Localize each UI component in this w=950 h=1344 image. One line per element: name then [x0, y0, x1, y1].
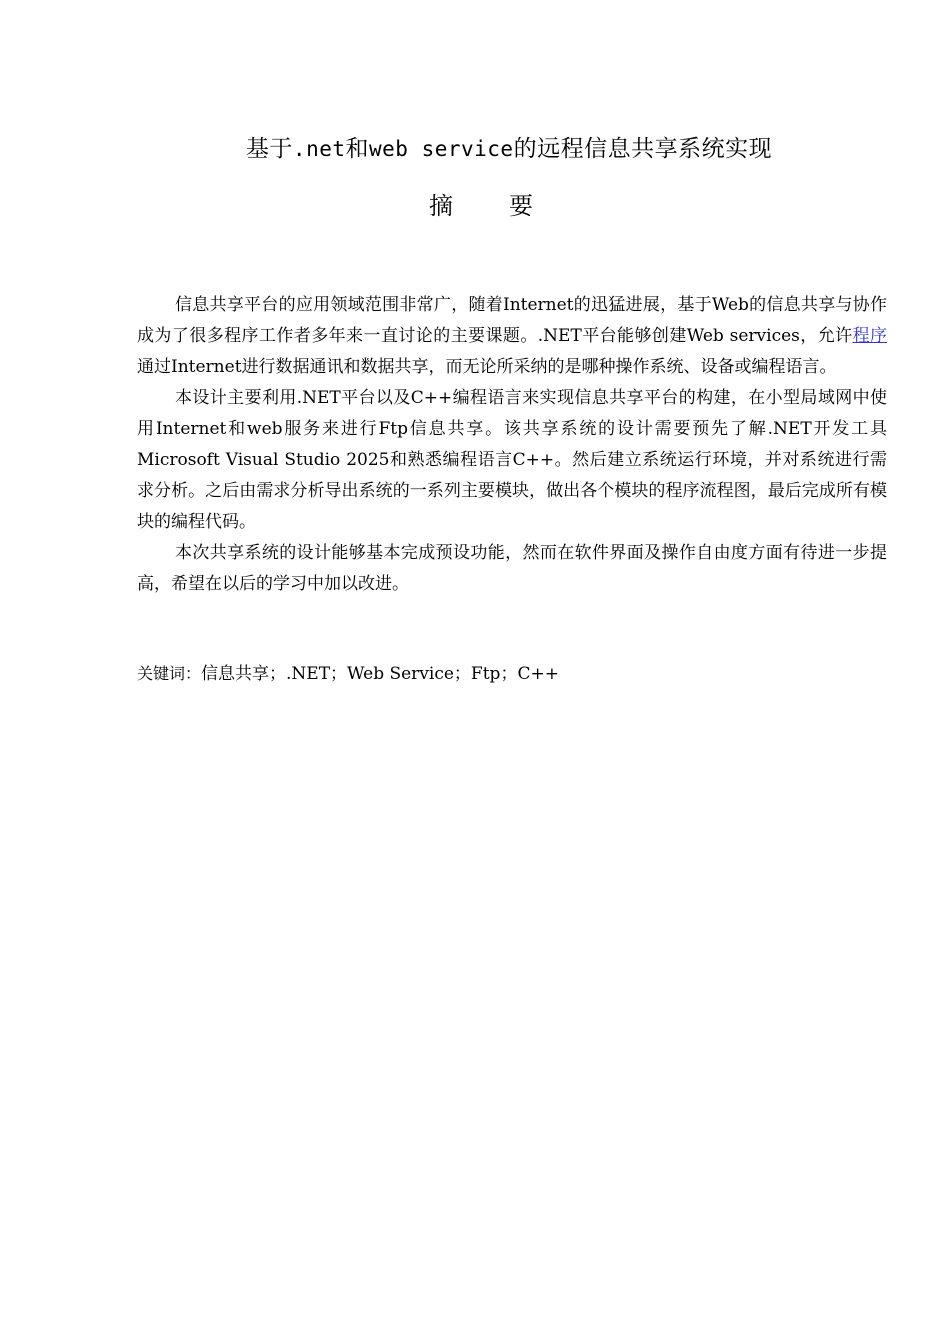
title-part-4: web service [369, 137, 514, 161]
title-part-3: 和 [345, 136, 369, 162]
title-part-5: 的远程信息共享系统实现 [513, 136, 773, 162]
title-part-1: 基于 [245, 136, 293, 162]
keywords-line [137, 658, 887, 690]
keywords-text: 信息共享；.NET；Web Service；Ftp；C++ [201, 664, 559, 684]
document-title [0, 132, 950, 166]
abstract-paragraph-1 [137, 290, 887, 383]
abstract-body [137, 290, 887, 600]
keywords-label: 关键词： [137, 664, 202, 683]
abstract-paragraph-2: 本设计主要利用.NET平台以及C++编程语言来实现信息共享平台的构建，在小型局域网中使用Internet和web服务来进行Ftp信息共享。该共享系统的设计需要预先了解.NET开发工具Microsoft Visual Studio 2025和熟悉编程语言C++。然后建立系统运行环境，并对系统进行需求分析。之后由需求分析导出系统的一系列主要模块，做出各个模块的程序流程图，最后完成所有模块的编程代码。 [137, 388, 887, 532]
title-part-2: .net [292, 137, 346, 161]
paragraph-1-text-before-link: 信息共享平台的应用领域范围非常广，随着Internet的迅猛进展，基于Web的信息共享与协作成为了很多程序工作者多年来一直讨论的主要课题。.NET平台能够创建Web services，允许 [137, 295, 887, 346]
program-link[interactable]: 程序 [852, 326, 888, 346]
abstract-heading: 摘要 [429, 192, 589, 220]
paragraph-1-text-after-link: 通过Internet进行数据通讯和数据共享，而无论所采纳的是哪种操作系统、设备或编程语言。 [137, 357, 837, 377]
abstract-paragraph-3: 本次共享系统的设计能够基本完成预设功能，然而在软件界面及操作自由度方面有待进一步提高，希望在以后的学习中加以改进。 [137, 543, 887, 594]
